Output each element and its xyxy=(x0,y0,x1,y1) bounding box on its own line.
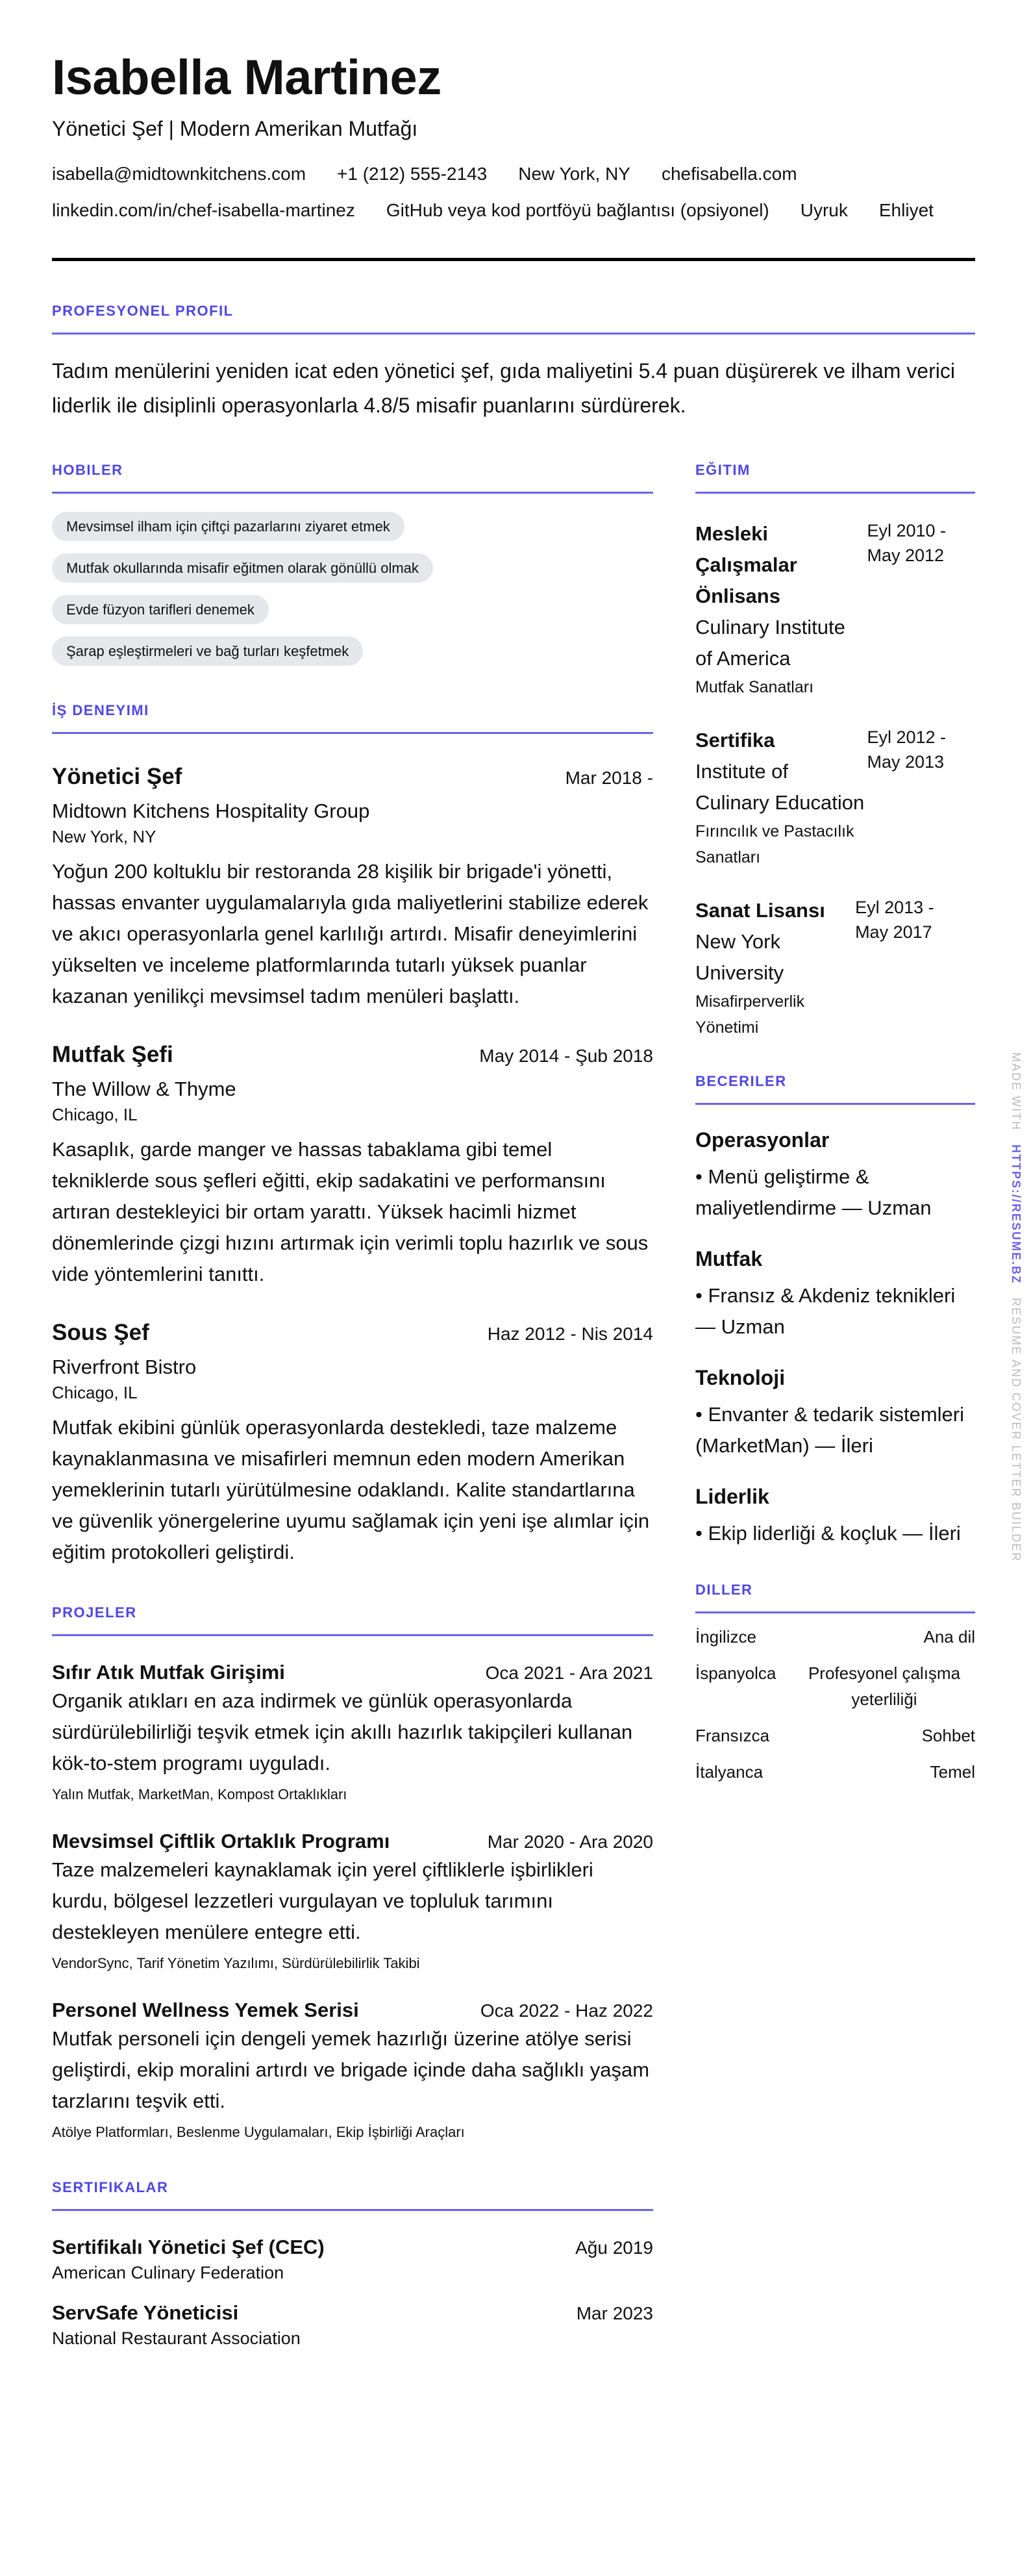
contact-nationality: Uyruk xyxy=(800,200,848,220)
section-title: HOBILER xyxy=(52,462,123,478)
education-school: Institute of Culinary Education xyxy=(695,760,865,814)
contact-list xyxy=(52,156,975,229)
certifications-section xyxy=(52,2179,653,2349)
skill-item: • Envanter & tedarik sistemleri (MarketMan) — İleri xyxy=(695,1403,965,1457)
project-date: Mar 2020 - Ara 2020 xyxy=(487,1832,653,1852)
certification-title: ServSafe Yöneticisi xyxy=(52,2301,239,2324)
section-title: PROJELER xyxy=(52,1604,137,1621)
language-name: İngilizce xyxy=(695,1627,756,1647)
language-level: Sohbet xyxy=(921,1726,975,1745)
resume-page xyxy=(52,0,975,2349)
language-row xyxy=(695,1723,975,1749)
language-name: İtalyanca xyxy=(695,1762,764,1782)
skill-category: Mutfak xyxy=(695,1247,763,1270)
education-degree: Mesleki Çalışmalar Önlisans xyxy=(695,522,797,607)
job-entry xyxy=(52,764,653,1012)
project-entry xyxy=(52,1661,653,1805)
project-title: Personel Wellness Yemek Serisi xyxy=(52,1999,359,2021)
skill-item: • Ekip liderliği & koçluk — İleri xyxy=(695,1522,961,1545)
section-title: DILLER xyxy=(695,1582,753,1598)
certification-org: National Restaurant Association xyxy=(52,2329,301,2348)
section-divider xyxy=(52,2209,653,2211)
section-title: BECERILER xyxy=(695,1073,787,1089)
language-name: İspanyolca xyxy=(695,1663,776,1683)
section-title: PROFESYONEL PROFIL xyxy=(52,303,234,319)
education-field: Misafirperverlik Yönetimi xyxy=(695,992,805,1037)
certification-org: American Culinary Federation xyxy=(52,2263,284,2282)
language-level: Profesyonel çalışma yeterliliği xyxy=(808,1663,961,1709)
language-row xyxy=(695,1624,975,1650)
hobby-chip: Şarap eşleştirmeleri ve bağ turları keşfetmek xyxy=(52,637,363,666)
education-degree: Sanat Lisansı xyxy=(695,899,825,922)
hobby-chip: Mevsimsel ilham için çiftçi pazarlarını ziyaret etmek xyxy=(52,512,404,541)
section-divider xyxy=(695,492,975,494)
section-divider xyxy=(52,333,975,335)
language-row xyxy=(695,1660,975,1712)
hobby-chip: Mutfak okullarında misafir eğitmen olarak gönüllü olmak xyxy=(52,553,433,583)
contact-email[interactable]: isabella@midtownkitchens.com xyxy=(52,164,306,184)
right-column xyxy=(695,462,975,2349)
section-title: İŞ DENEYIMI xyxy=(52,702,149,718)
project-description: Mutfak personeli için dengeli yemek hazırlığı üzerine atölye serisi geliştirdi, ekip moralini artırdı ve brigade içinde daha sağlıklı yaşam tarzlarını teşvik etti. xyxy=(52,2027,650,2112)
watermark xyxy=(1009,1052,1023,1562)
section-divider xyxy=(52,492,653,494)
job-description: Mutfak ekibini günlük operasyonlarda destekledi, taze malzeme kaynaklanmasına ve misafirleri memnun eden modern Amerikan yemeklerinin tutarlı yürütülmesine odaklandı. Kalite standartlarına ve güvenlik yönergelerine uyumu sağlamak için yeni işe alımlar için eğitim protokolleri geliştirdi. xyxy=(52,1416,650,1563)
skill-category: Liderlik xyxy=(695,1485,769,1508)
job-title: Sous Şef xyxy=(52,1320,149,1345)
project-tech: Yalın Mutfak, MarketMan, Kompost Ortaklıkları xyxy=(52,1786,347,1802)
profile-section xyxy=(52,303,975,423)
skill-item: • Fransız & Akdeniz teknikleri — Uzman xyxy=(695,1284,956,1338)
education-field: Fırıncılık ve Pastacılık Sanatları xyxy=(695,822,854,866)
experience-section xyxy=(52,702,653,1568)
job-company: Riverfront Bistro xyxy=(52,1356,197,1378)
project-tech: VendorSync, Tarif Yönetim Yazılımı, Sürdürülebilirlik Takibi xyxy=(52,1955,420,1971)
profile-text: Tadım menülerini yeniden icat eden yönetici şef, gıda maliyetini 5.4 puan düşürerek ve ilham verici liderlik ile disiplinli operasyonlarla 4.8/5 misafir puanlarını sürdürerek. xyxy=(52,359,955,417)
contact-phone: +1 (212) 555-2143 xyxy=(337,164,488,184)
language-row xyxy=(695,1759,975,1785)
language-name: Fransızca xyxy=(695,1726,770,1745)
section-divider xyxy=(695,1611,975,1613)
education-entry xyxy=(695,895,975,1041)
education-school: New York University xyxy=(695,930,784,984)
education-field: Mutfak Sanatları xyxy=(695,678,814,696)
skill-category: Teknoloji xyxy=(695,1366,786,1389)
language-level: Temel xyxy=(930,1762,975,1782)
left-column xyxy=(52,462,653,2349)
job-entry xyxy=(52,1320,653,1568)
job-location: New York, NY xyxy=(52,827,156,846)
header-divider xyxy=(52,258,975,261)
skill-category: Operasyonlar xyxy=(695,1128,830,1152)
job-date: Mar 2018 - xyxy=(565,768,653,788)
project-title: Mevsimsel Çiftlik Ortaklık Programı xyxy=(52,1830,390,1852)
job-company: Midtown Kitchens Hospitality Group xyxy=(52,800,370,822)
project-date: Oca 2021 - Ara 2021 xyxy=(485,1663,653,1683)
projects-section xyxy=(52,1604,653,2143)
education-school: Culinary Institute of America xyxy=(695,616,845,670)
certification-title: Sertifikalı Yönetici Şef (CEC) xyxy=(52,2236,325,2258)
project-description: Taze malzemeleri kaynaklamak için yerel çiftliklerle işbirlikleri kurdu, bölgesel lezzetleri vurgulayan ve topluluk tarımını destekleyen menülere entegre etti. xyxy=(52,1858,593,1943)
education-entry xyxy=(695,725,975,870)
section-title: SERTIFIKALAR xyxy=(52,2179,169,2195)
certification-entry xyxy=(52,2236,653,2283)
skills-section xyxy=(695,1073,975,1549)
language-level: Ana dil xyxy=(923,1627,975,1647)
candidate-name: Isabella Martinez xyxy=(52,50,441,105)
job-date: Haz 2012 - Nis 2014 xyxy=(487,1324,653,1344)
watermark-link[interactable]: HTTPS://RESUME.BZ xyxy=(1010,1144,1023,1285)
project-title: Sıfır Atık Mutfak Girişimi xyxy=(52,1661,285,1684)
skill-item: • Menü geliştirme & maliyetlendirme — Uzman xyxy=(695,1165,932,1219)
job-title: Yönetici Şef xyxy=(52,764,182,789)
contact-website[interactable]: chefisabella.com xyxy=(661,164,797,184)
job-description: Kasaplık, garde manger ve hassas tabaklama gibi temel tekniklerde sous şefleri eğitti, ekip sadakatini ve performansını artıran destekleyici bir ortam yarattı. Yüksek hacimli hizmet dönemlerinde çizgi hızını artırmak için verimli toplu hazırlık ve sous vide yöntemlerini tanıttı. xyxy=(52,1138,649,1285)
contact-linkedin[interactable]: linkedin.com/in/chef-isabella-martinez xyxy=(52,200,355,220)
contact-license: Ehliyet xyxy=(878,200,934,220)
education-date: Eyl 2010 - May 2012 xyxy=(867,521,947,565)
candidate-subtitle: Yönetici Şef | Modern Amerikan Mutfağı xyxy=(52,117,418,140)
watermark-suffix: RESUME AND COVER LETTER BUILDER xyxy=(1010,1298,1023,1563)
two-column-layout xyxy=(52,462,975,2349)
job-location: Chicago, IL xyxy=(52,1383,138,1402)
job-entry xyxy=(52,1042,653,1290)
certification-date: Mar 2023 xyxy=(576,2303,653,2323)
education-section xyxy=(695,462,975,1041)
section-title: EĞITIM xyxy=(695,462,751,478)
section-divider xyxy=(52,732,653,734)
job-title: Mutfak Şefi xyxy=(52,1042,173,1067)
education-date: Eyl 2013 - May 2017 xyxy=(855,898,934,942)
project-tech: Atölye Platformları, Beslenme Uygulamaları, Ekip İşbirliği Araçları xyxy=(52,2124,465,2140)
job-date: May 2014 - Şub 2018 xyxy=(479,1046,653,1066)
certification-date: Ağu 2019 xyxy=(575,2238,653,2258)
project-date: Oca 2022 - Haz 2022 xyxy=(480,2001,653,2021)
certification-entry xyxy=(52,2301,653,2349)
project-description: Organik atıkları en aza indirmek ve günlük operasyonlarda sürdürülebilirliği teşvik etmek için akıllı hazırlık takipçileri kullanan kök-to-stem programı uyguladı. xyxy=(52,1689,633,1774)
project-entry xyxy=(52,1830,653,1974)
education-degree: Sertifika xyxy=(695,729,775,751)
contact-github[interactable]: GitHub veya kod portföyü bağlantısı (opsiyonel) xyxy=(386,200,769,220)
education-entry xyxy=(695,518,975,700)
job-location: Chicago, IL xyxy=(52,1105,138,1124)
hobby-chip: Evde füzyon tarifleri denemek xyxy=(52,595,269,624)
section-divider xyxy=(695,1103,975,1105)
hobbies-section xyxy=(52,462,653,666)
project-entry xyxy=(52,1999,653,2143)
languages-section xyxy=(695,1582,975,1785)
education-date: Eyl 2012 - May 2013 xyxy=(867,727,947,772)
contact-location: New York, NY xyxy=(518,164,630,184)
section-divider xyxy=(52,1634,653,1636)
job-company: The Willow & Thyme xyxy=(52,1078,236,1100)
watermark-prefix: MADE WITH xyxy=(1010,1052,1023,1131)
job-description: Yoğun 200 koltuklu bir restoranda 28 kişilik bir brigade'i yönetti, hassas envanter uygulamalarıyla gıda maliyetlerini stabilize ederek ve akıcı operasyonlarla genel karlılığı artırdı. Misafir deneyimlerini yükselten ve inceleme platformlarında tutarlı yüksek puanlar kazanan yenilikçi mevsimsel tadım menüleri başlattı. xyxy=(52,860,649,1007)
